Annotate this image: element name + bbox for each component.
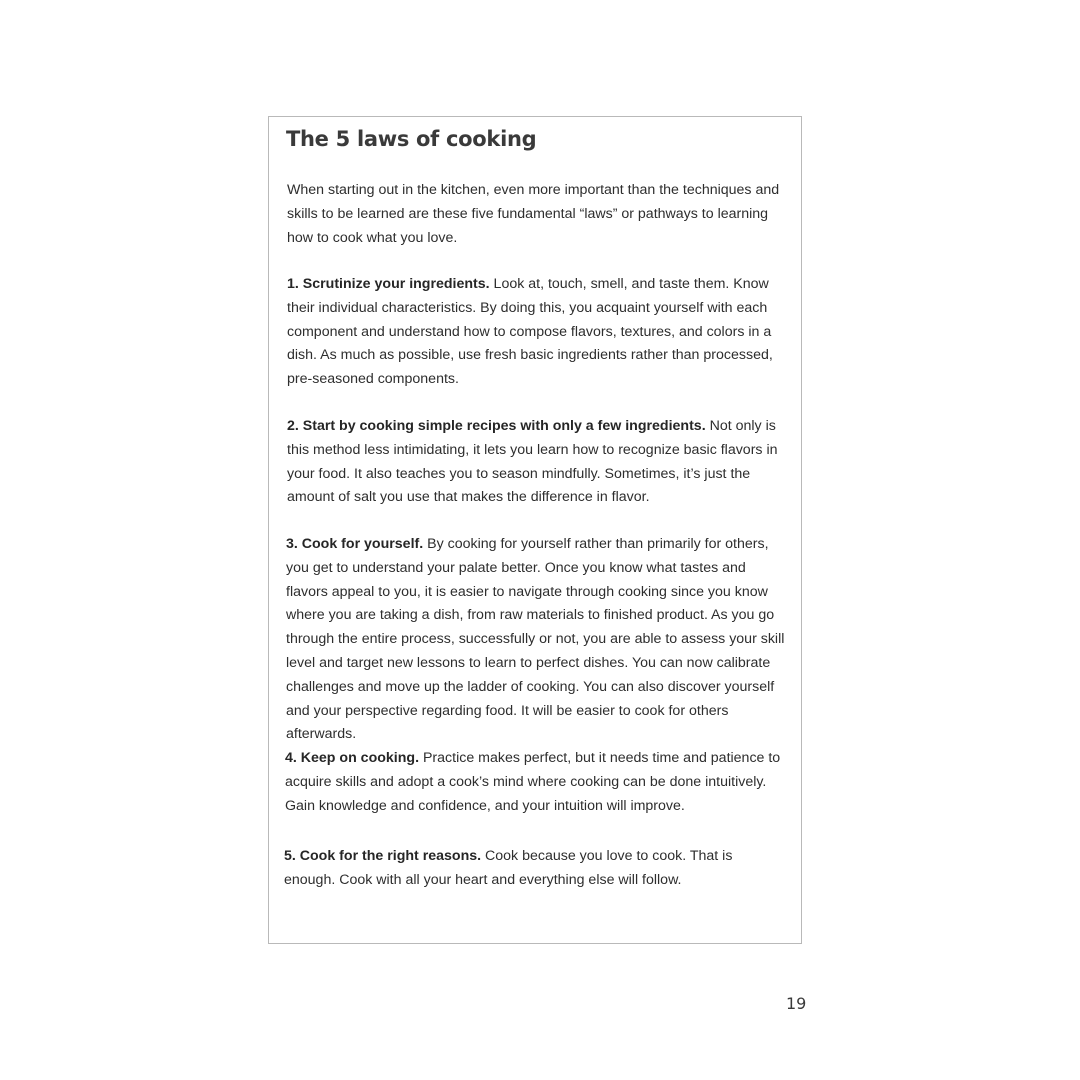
law-body-5: Cook because you love to cook. That is enough. Cook with all your heart and everything else will follow. bbox=[284, 848, 733, 888]
law-paragraph-2 bbox=[287, 415, 787, 510]
law-body-1: Look at, touch, smell, and taste them. Know their individual characteristics. By doing this, you acquaint yourself with each component and understand how to compose flavors, textures, and colors in a dish. As much as possible, use fresh basic ingredients rather than processed, pre-seasoned components. bbox=[287, 276, 773, 388]
law-body-2: Not only is this method less intimidating, it lets you learn how to recognize basic flavors in your food. It also teaches you to season mindfully. Sometimes, it’s just the amount of salt you use that makes the difference in flavor. bbox=[287, 418, 778, 506]
law-paragraph-1 bbox=[287, 273, 787, 392]
law-heading-3: 3. Cook for yourself. bbox=[286, 536, 424, 552]
law-heading-2: 2. Start by cooking simple recipes with only a few ingredients. bbox=[287, 418, 706, 434]
law-heading-4: 4. Keep on cooking. bbox=[285, 750, 420, 766]
page-title: The 5 laws of cooking bbox=[286, 127, 537, 151]
law-paragraph-5 bbox=[284, 845, 784, 893]
law-paragraph-3 bbox=[286, 533, 786, 747]
law-body-4: Practice makes perfect, but it needs time and patience to acquire skills and adopt a cook’s mind where cooking can be done intuitively. Gain knowledge and confidence, and your intuition will improve. bbox=[285, 750, 781, 814]
intro-paragraph: When starting out in the kitchen, even more important than the techniques and skills to be learned are these five fundamental “laws” or pathways to learning how to cook what you love. bbox=[287, 182, 780, 246]
law-body-3: By cooking for yourself rather than primarily for others, you get to understand your palate better. Once you know what tastes and flavors appeal to you, it is easier to navigate through cooking since you know where you are taking a dish, from raw materials to finished product. As you go through the entire process, successfully or not, you are able to assess your skill level and target new lessons to learn to perfect dishes. You can now calibrate challenges and move up the ladder of cooking. You can also discover yourself and your perspective regarding food. It will be easier to cook for others afterwards. bbox=[286, 536, 785, 743]
law-heading-5: 5. Cook for the right reasons. bbox=[284, 848, 482, 864]
law-heading-1: 1. Scrutinize your ingredients. bbox=[287, 276, 490, 292]
page-number: 19 bbox=[786, 994, 807, 1013]
law-paragraph-4 bbox=[285, 747, 785, 818]
